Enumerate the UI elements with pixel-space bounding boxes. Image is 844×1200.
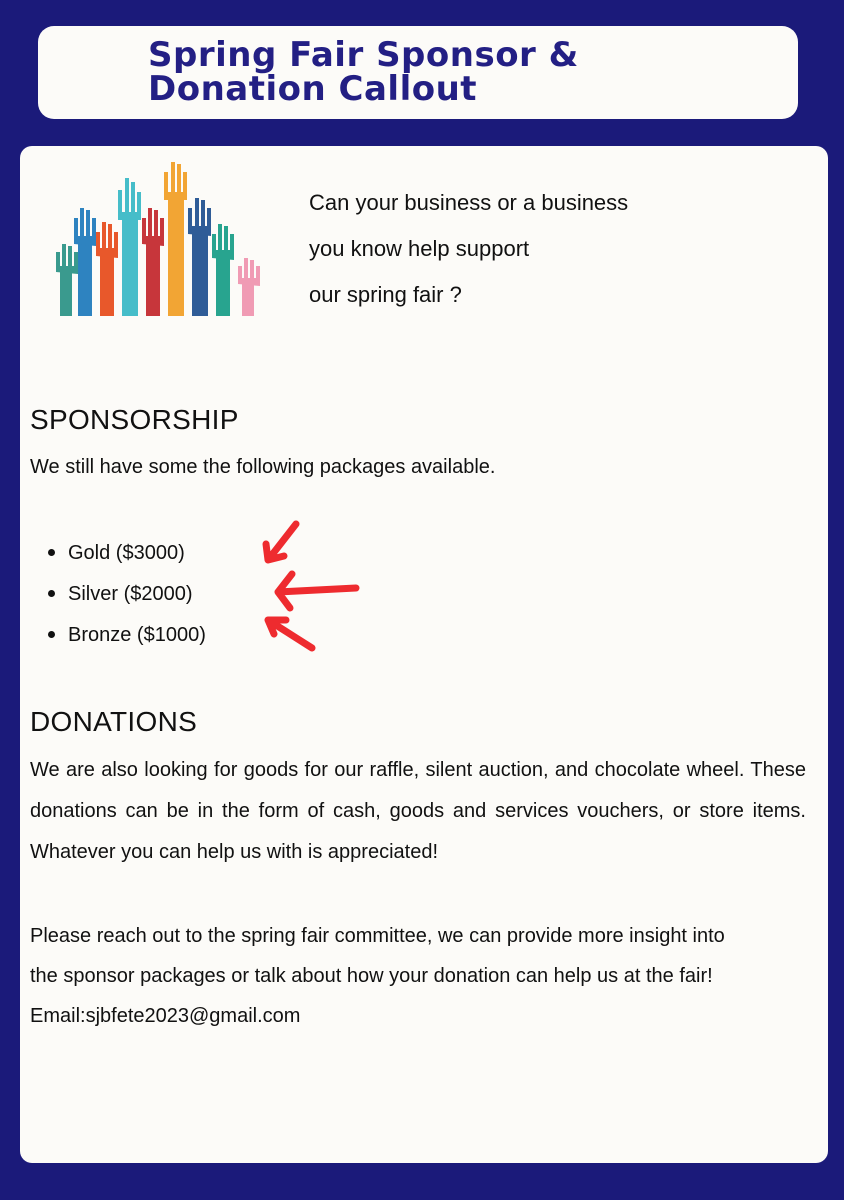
- intro-line: you know help support: [309, 236, 530, 261]
- package-gold: Gold ($3000): [68, 541, 185, 564]
- package-silver: Silver ($2000): [68, 582, 193, 605]
- arrow-silver: [278, 574, 356, 608]
- package-bronze: Bronze ($1000): [68, 623, 206, 646]
- package-list: [48, 532, 206, 655]
- intro-line: Can your business or a business: [309, 190, 629, 215]
- bullet-icon: [48, 590, 55, 597]
- page-title: Spring Fair Sponsor & Donation Callout: [148, 35, 579, 109]
- title-banner: [38, 26, 798, 119]
- sponsorship-subtitle: We still have some the following packages available.: [30, 456, 496, 478]
- arrow-bronze: [268, 620, 312, 648]
- contact-line: the sponsor packages or talk about how your donation can help us at the fair!: [30, 965, 713, 987]
- list-item: [48, 573, 206, 614]
- bullet-icon: [48, 631, 55, 638]
- sponsorship-heading: SPONSORSHIP: [30, 404, 239, 435]
- contact-line: Please reach out to the spring fair committee, we can provide more insight into: [30, 925, 725, 947]
- intro-question: [309, 180, 729, 318]
- donations-paragraph: We are also looking for goods for our raffle, silent auction, and chocolate wheel. These donations can be in the form of cash, goods and services vouchers, or store items. Whatever you can help us with is appreciated!: [30, 759, 806, 863]
- list-item: [48, 532, 206, 573]
- arrow-gold: [266, 524, 296, 560]
- donations-heading: DONATIONS: [30, 706, 198, 737]
- contact-email: Email:sjbfete2023@gmail.com: [30, 1005, 301, 1027]
- bullet-icon: [48, 549, 55, 556]
- raised-hands-icon: [38, 160, 278, 316]
- red-arrow-icon: [240, 516, 370, 656]
- intro-line: our spring fair ?: [309, 282, 462, 307]
- content-card: [20, 146, 828, 1163]
- list-item: [48, 614, 206, 655]
